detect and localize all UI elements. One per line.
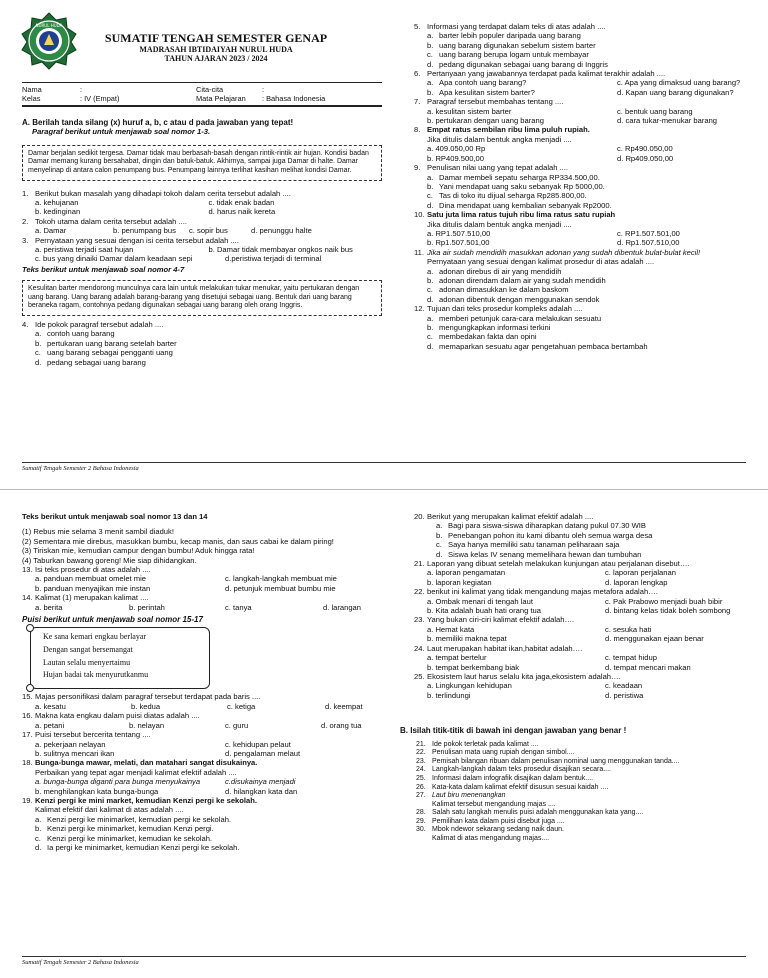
question-8 [414, 125, 750, 134]
question-text: Majas personifikasi dalam paragraf tersebut terdapat pada baris .... [35, 692, 261, 702]
question-number: 18. [22, 758, 33, 768]
option-b[interactable]: b. tempat berkembang biak [427, 662, 520, 672]
option-d[interactable]: d. petunjuk membuat bumbu mie [225, 583, 336, 593]
question-number: 9. [414, 163, 421, 173]
option-d[interactable]: d.peristiwa terjadi di terminal [225, 254, 322, 264]
scroll-curl-icon [26, 684, 34, 692]
option-a[interactable]: a. kehujanan [35, 198, 79, 207]
question-text: Pernyataan yang sesuai dengan isi cerita tersebut adalah .... [35, 235, 239, 245]
option-d[interactable]: d. Ia pergi ke minimarket, kemudian Kenzi pergi ke sekolah. [35, 842, 240, 852]
question-4 [22, 320, 382, 329]
q16-options [22, 721, 378, 730]
p1-left-column [22, 118, 382, 367]
question-number: 23. [414, 615, 425, 625]
cita-colon: : [262, 85, 265, 94]
nama-colon: : [80, 85, 83, 94]
question-20 [414, 512, 750, 521]
option-a[interactable]: a. Apa contoh uang barang? [427, 78, 527, 88]
question-text: Isi teks prosedur di atas adalah .... [35, 565, 151, 575]
q1-options [22, 198, 382, 217]
question-9 [414, 163, 750, 172]
step-1: (1) Rebus mie selama 3 menit sambil diaduk! [22, 527, 174, 537]
option-d[interactable]: d. harus naik kereta [208, 207, 276, 217]
fill-item-30[interactable]: 30. Mbok ndewor sekarang sedang naik daun. Kalimat di atas mengandung majas.... [416, 826, 564, 843]
option-a[interactable]: a. berita [35, 602, 63, 612]
q14-options [22, 603, 378, 612]
q19-options [22, 815, 378, 853]
option-b[interactable]: b. kedua [131, 701, 161, 711]
option-d[interactable]: d. Siswa kelas IV senang memelihara hewan dan tumbuhan [436, 549, 642, 559]
page-footer: Sumatif Tengah Semester 2 Bahasa Indonesia [22, 959, 139, 966]
option-a[interactable]: a. Damar [35, 226, 67, 236]
option-c[interactable]: c. uang barang sebagai pengganti uang [35, 348, 173, 358]
section-b-items [414, 741, 750, 844]
fill-item-29[interactable]: 29. Pemilihan kata dalam puisi disebut juga .... [416, 817, 565, 825]
step-2: (2) Sementara mie direbus, masukkan bumbu, kecap manis, dan saus cabai ke dalam piring! [22, 536, 334, 546]
option-a[interactable]: a. pekerjaan nelayan [35, 739, 106, 749]
poem-line-1: Ke sana kemari engkau berlayar [43, 632, 147, 642]
question-text: Jika air sudah mendidih masukkan adonan yang sudah dibentuk bulat-bulat kecil! [427, 247, 701, 257]
option-a[interactable]: a. contoh uang barang [35, 329, 115, 339]
option-d[interactable]: d. memaparkan sesuatu agar pengetahuan pembaca bertambah [427, 341, 648, 351]
option-b[interactable]: b. Yani mendapat uang saku sebanyak Rp 5000,00. [427, 181, 605, 191]
question-15 [22, 692, 378, 701]
option-c[interactable]: c. sopir bus [189, 226, 228, 236]
option-d[interactable]: d. peristiwa [605, 690, 644, 700]
fill-item-23[interactable]: 23. Pemisah bilangan ribuan dalam penulisan nominal uang menggunakan tanda.... [416, 757, 680, 765]
option-d[interactable]: d. larangan [323, 602, 361, 612]
option-d[interactable]: d. bintang kelas tidak boleh sombong [605, 606, 731, 616]
q8-options [414, 144, 750, 163]
question-number: 14. [22, 593, 33, 603]
option-a[interactable]: a. adonan direbus di air yang mendidih [427, 266, 562, 276]
q19-subtext: Kalimat efektif dari kalimat di atas adalah .... [35, 805, 184, 815]
question-text: Informasi yang terdapat dalam teks di atas adalah .... [427, 22, 606, 31]
page-2 [0, 489, 768, 978]
option-b[interactable]: b. Apa kesulitan sistem barter? [427, 87, 535, 97]
option-b[interactable]: b. terlindungi [427, 690, 471, 700]
mapel-label: Mata Pelajaran [196, 94, 246, 103]
option-b[interactable]: b. Damar tidak membayar ongkos naik bus [208, 245, 353, 255]
option-b[interactable]: b. sulitnya mencari ikan [35, 748, 115, 758]
option-c[interactable]: c. tanya [225, 602, 252, 612]
option-d[interactable]: d. Dina mendapat uang kembalian sebanyak Rp2000. [427, 200, 612, 210]
question-17 [22, 730, 378, 739]
question-6 [414, 69, 750, 78]
option-d[interactable]: d. cara tukar-menukar barang [617, 116, 718, 126]
q12-options [414, 314, 750, 352]
question-number: 8. [414, 125, 421, 135]
option-a[interactable]: a. Lingkungan kehidupan [427, 681, 512, 691]
section-b-title: B. Isilah titik-titik di bawah ini dengan jawaban yang benar ! [400, 726, 627, 736]
question-number: 13. [22, 565, 33, 575]
question-text: Makna kata engkau dalam puisi diatas adalah .... [35, 711, 200, 721]
poem-line-2: Dengan sangat bersemangat [43, 645, 133, 655]
option-c[interactable]: c. Tas di toko itu dijual seharga Rp285.800,00. [427, 191, 587, 201]
question-25 [414, 672, 750, 681]
procedure-steps [22, 527, 378, 565]
question-text: Yang bukan ciri-ciri kalimat efektif adalah…. [427, 615, 575, 625]
option-b[interactable]: b. panduan menyajikan mie instan [35, 583, 151, 593]
option-d[interactable]: d. orang tua [321, 720, 362, 730]
fill-item-24[interactable]: 24. Langkah-langkah dalam teks prosedur disajikan secara.... [416, 766, 611, 774]
option-d[interactable]: d. keempat [325, 701, 363, 711]
question-number: 6. [414, 69, 421, 79]
option-c[interactable]: c. guru [225, 720, 249, 730]
option-a[interactable]: a. bunga-bunga diganti para bunga menyukainya [35, 777, 201, 787]
q11-options [414, 267, 750, 305]
option-a[interactable]: a. memberi petunjuk cara-cara melakukan sesuatu [427, 313, 602, 323]
kelas-value: : IV (Empat) [80, 94, 120, 103]
question-text: berikut ini kalimat yang tidak mengandung majas metafora adalah…. [427, 587, 658, 597]
option-b[interactable]: b. laporan kegiatan [427, 577, 492, 587]
q4-options [22, 329, 382, 367]
option-b[interactable]: b. uang barang digunakan sebelum sistem barter [427, 40, 596, 50]
question-number: 16. [22, 711, 33, 721]
poem-box [30, 627, 210, 689]
option-b[interactable]: b. Kenzi pergi ke minimarket, kemudian Kenzi pergi. [35, 824, 214, 834]
question-21 [414, 559, 750, 568]
option-c[interactable]: c. bentuk uang barang [617, 106, 693, 116]
question-text: Satu juta lima ratus tujuh ribu lima ratus satu rupiah [427, 210, 616, 220]
q24-options [414, 653, 750, 672]
question-number: 24. [414, 643, 425, 653]
question-number: 22. [414, 587, 425, 597]
question-text: Tujuan dari teks prosedur kompleks adalah .... [427, 304, 583, 314]
p2-right-column [400, 512, 750, 844]
option-b[interactable]: b. Kita adalah buah hati orang tua [427, 606, 541, 616]
q23-options [414, 625, 750, 644]
q18-subtext: Perbaikan yang tepat agar menjadi kalimat efektif adalah .... [35, 767, 237, 777]
question-number: 21. [414, 559, 425, 569]
q18-options [22, 777, 378, 796]
question-number: 7. [414, 97, 421, 107]
option-a[interactable]: a. 409.050,00 Rp [427, 144, 486, 154]
p1-right-column [414, 22, 750, 351]
option-d[interactable]: d. Rp409.050,00 [617, 153, 674, 163]
option-a[interactable]: a. panduan membuat omelet mie [35, 574, 147, 584]
question-number: 4. [22, 320, 29, 330]
option-c[interactable]: c. uang barang berupa logam untuk membayar [427, 50, 589, 60]
question-14 [22, 593, 378, 602]
option-b[interactable]: b. Rp1.507.501,00 [427, 238, 490, 248]
question-text: Tokoh utama dalam cerita tersebut adalah .... [35, 216, 187, 226]
q6-options [414, 78, 750, 97]
student-identity [22, 82, 382, 107]
fill-item-25[interactable]: 25. Informasi dalam infografik disajikan dalam bentuk.... [416, 774, 594, 782]
question-number: 25. [414, 671, 425, 681]
option-d[interactable]: d. Kapan uang barang digunakan? [617, 87, 734, 97]
q10-options [414, 229, 750, 248]
option-b[interactable]: b. pertukaran dengan uang barang [427, 116, 544, 126]
q21-options [414, 568, 750, 587]
question-text: Pertanyaan yang jawabannya terdapat pada kalimat terakhir adalah .... [427, 69, 666, 79]
question-12 [414, 304, 750, 313]
option-c[interactable]: c. RP1.507.501,00 [617, 228, 680, 238]
option-a[interactable]: a. kesatu [35, 701, 66, 711]
option-d[interactable]: d. tempat mencari makan [605, 662, 691, 672]
option-a[interactable]: a. kesulitan sistem barter [427, 106, 512, 116]
question-text: Penulisan nilai uang yang tepat adalah .... [427, 163, 569, 173]
poem-heading: Puisi berikut untuk menjawab soal nomor 15-17 [22, 615, 203, 625]
option-c[interactable]: c. membedakan fakta dan opini [427, 332, 537, 342]
option-d[interactable]: d. pedang digunakan sebagai uang barang di Inggris [427, 59, 608, 69]
option-d[interactable]: d. hilangkan kata dan [225, 786, 298, 796]
option-d[interactable]: d. Rp1.507.510,00 [617, 238, 680, 248]
fill-item-26[interactable]: 26. Kata-kata dalam kalimat efektif disusun sesuai kaidah .... [416, 783, 609, 791]
fill-item-27[interactable]: 27. Laut biru menenangkan Kalimat tersebut mengandung majas .... [416, 792, 556, 808]
question-text: Kenzi pergi ke mini market, kemudian Kenzi pergi ke sekolah. [35, 795, 257, 805]
option-d[interactable]: d. menggunakan ejaan benar [605, 634, 704, 644]
question-text: Ekosistem laut harus selalu kita jaga,ekosistem adalah…. [427, 671, 621, 681]
option-b[interactable]: b. perintah [129, 602, 165, 612]
question-7 [414, 97, 750, 106]
question-text: Berikut bukan masalah yang dihadapi tokoh dalam cerita tersebut adalah .... [35, 188, 291, 198]
step-4: (4) Taburkan bawang goreng! Mie siap dihidangkan. [22, 555, 197, 565]
question-number: 20. [414, 512, 425, 521]
footer-rule [22, 956, 746, 957]
option-b[interactable]: b. mengungkapkan informasi terkini [427, 323, 551, 332]
option-c[interactable]: c. laporan perjalanan [605, 568, 676, 578]
question-text: Bunga-bunga mawar, melati, dan matahari sangat disukainya. [35, 758, 258, 768]
option-c[interactable]: c. Saya hanya memiliki satu tanaman peliharaan saja [436, 540, 620, 550]
question-13 [22, 565, 378, 574]
option-b[interactable]: b. kedinginan [35, 207, 81, 217]
question-number: 1. [22, 188, 29, 198]
fill-item-22[interactable]: 22. Penulisan mata uang rupiah dengan simbol.... [416, 749, 575, 757]
fill-item-28[interactable]: 28. Salah satu langkah menulis puisi adalah menggunakan kata yang.... [416, 809, 644, 817]
question-3 [22, 236, 382, 245]
option-d[interactable]: d. pengalaman melaut [225, 748, 301, 758]
paragraph-box-1: Damar berjalan sedikit tergesa. Damar tidak mau berbasah-basah dengan rintik-rintik air hujan. Kondisi badan Damar memang kurang bersahabat, dingin dan batuk-batuk. Akhirnya, sampai juga Damar di halte. Damar menyelinap di antara calon penumpang bus. Penumpang lainnya terlihat kasihan melihat kondisi Damar. [22, 145, 382, 181]
question-text: Laut merupakan habitat ikan,habitat adalah…. [427, 643, 583, 653]
option-a[interactable]: a. Bagi para siswa-siswa diharapkan datang pukul 07.30 WIB [436, 521, 646, 531]
question-19 [22, 796, 378, 805]
q11-subtext: Pernyataan yang sesuai dengan kalimat prosedur di atas adalah .... [427, 257, 655, 267]
para1-heading: Paragraf berikut untuk menjawab soal nomor 1-3. [32, 127, 211, 137]
option-b[interactable]: b. menghilangkan kata bunga-bunga [35, 786, 159, 796]
p2-left-column [22, 512, 378, 852]
question-number: 10. [414, 210, 425, 220]
option-b[interactable]: b. memiliki makna tepat [427, 634, 507, 644]
option-c[interactable]: c. tidak enak badan [208, 198, 275, 207]
logo-text: NURUL HUDA [35, 23, 63, 28]
exam-title: SUMATIF TENGAH SEMESTER GENAP [104, 31, 328, 45]
option-c[interactable]: c. bus yang dinaiki Damar dalam keadaan sepi [35, 254, 193, 264]
school-logo [20, 12, 78, 70]
poem-line-4: Hujan badai tak menyurutkanmu [43, 670, 149, 680]
q25-options [414, 681, 750, 700]
option-a[interactable]: a. Ombak menari di tengah laut [427, 596, 533, 606]
option-c[interactable]: c. keadaan [605, 681, 643, 691]
question-10 [414, 210, 750, 219]
option-d[interactable]: d. laporan lengkap [605, 577, 668, 587]
q13-options [22, 574, 378, 593]
option-a[interactable]: a. peristiwa terjadi saat hujan [35, 245, 134, 255]
question-text: Empat ratus sembilan ribu lima puluh rupiah. [427, 125, 590, 135]
fill-item-21[interactable]: 21. Ide pokok terletak pada kalimat .... [416, 740, 539, 748]
question-22 [414, 587, 750, 596]
question-number: 15. [22, 692, 33, 702]
option-b[interactable]: b. nelayan [129, 720, 165, 730]
option-c[interactable]: c. Pak Prabowo menjadi buah bibir [605, 596, 723, 606]
question-number: 12. [414, 304, 425, 314]
option-d[interactable]: d. adonan dibentuk dengan menggunakan sendok [427, 294, 600, 304]
question-text: Ide pokok paragraf tersebut adalah .... [35, 320, 164, 330]
option-b[interactable]: b. Penebangan pohon itu kami dibantu oleh semua warga desa [436, 530, 653, 540]
q15-options [22, 702, 378, 711]
option-c[interactable]: c. langkah-langkah membuat mie [225, 574, 337, 584]
question-number: 5. [414, 22, 421, 31]
option-b[interactable]: b. RP409.500,00 [427, 153, 484, 163]
q17-options [22, 740, 378, 759]
nama-label: Nama [22, 85, 42, 94]
question-number: 11. [414, 247, 424, 257]
option-c[interactable]: c. kehidupan pelaut [225, 739, 291, 749]
question-5 [414, 22, 750, 31]
section-a-title: A. Berilah tanda silang (x) huruf a, b, c atau d pada jawaban yang tepat! [22, 118, 294, 127]
question-2 [22, 217, 382, 226]
school-name: MADRASAH IBTIDAIYAH NURUL HUDA [139, 45, 293, 54]
question-18 [22, 758, 378, 767]
q7-options [414, 107, 750, 126]
question-23 [414, 615, 750, 624]
question-text: Berikut yang merupakan kalimat efektif adalah .... [427, 512, 594, 521]
text-heading-13-14: Teks berikut untuk menjawab soal nomor 13 dan 14 [22, 512, 208, 521]
question-text: Puisi tersebut bercerita tentang .... [35, 730, 151, 740]
question-24 [414, 644, 750, 653]
option-a[interactable]: a. petani [35, 720, 65, 730]
mapel-value: : Bahasa Indonesia [262, 94, 326, 103]
question-16 [22, 711, 378, 720]
q3-options [22, 245, 382, 254]
question-number: 2. [22, 216, 29, 226]
option-a[interactable]: a. barter lebih populer daripada uang barang [427, 31, 581, 41]
q3-options-cd [22, 254, 382, 263]
kelas-label: Kelas [22, 94, 41, 103]
option-a[interactable]: a. Hemat kata [427, 624, 475, 634]
q10-subtext: Jika ditulis dalam bentuk angka menjadi .... [427, 219, 572, 229]
option-b[interactable]: b. pertukaran uang barang setelah barter [35, 338, 177, 348]
option-a[interactable]: a. Damar membeli sepatu seharga RP334.500,00. [427, 172, 600, 182]
question-number: 19. [22, 795, 33, 805]
poem-line-3: Lautan selalu menyertaimu [43, 657, 131, 667]
option-c[interactable]: c.disukainya menjadi [225, 777, 296, 787]
q20-options [414, 521, 750, 559]
option-c[interactable]: c. tempat hidup [605, 653, 657, 663]
option-a[interactable]: a. Kenzi pergi ke minimarket, kemudian pergi ke sekolah. [35, 814, 232, 824]
paragraph-box-2: Kesulitan barter mendorong munculnya cara lain untuk melakukan tukar menukar, yaitu pertukaran dengan uang barang. Uang barang adalah barang-barang yang disetujui sebagai uang. Bentuk dari uang barang beraneka ragam, contohnya pedang digunakan sebagai uang barang oleh orang Inggris. [22, 280, 382, 316]
academic-year: TAHUN AJARAN 2023 / 2024 [164, 54, 268, 63]
q5-options [414, 31, 750, 69]
option-c[interactable]: c. Apa yang dimaksud uang barang? [617, 78, 741, 88]
question-text: Kalimat (1) merupakan kalimat .... [35, 593, 149, 603]
option-b[interactable]: b. adonan direndam dalam air yang sudah mendidih [427, 275, 606, 285]
option-a[interactable]: a. RP1.507.510,00 [427, 228, 491, 238]
option-c[interactable]: c. Kenzi pergi ke minimarket, kemudian ke sekolah. [35, 833, 213, 843]
question-text: Laporan yang dibuat setelah melakukan kunjungan atau perjalanan disebut…. [427, 559, 690, 569]
q22-options [414, 597, 750, 616]
para2-heading: Teks berikut untuk menjawab soal nomor 4-7 [22, 264, 185, 274]
option-d[interactable]: d. pedang sebagai uang barang [35, 357, 146, 367]
option-c[interactable]: c. sesuka hati [605, 624, 652, 634]
option-c[interactable]: c. ketiga [227, 701, 256, 711]
option-b[interactable]: b. penumpang bus [113, 226, 176, 236]
page-footer: Sumatif Tengah Semester 2 Bahasa Indonesia [22, 465, 139, 472]
question-1 [22, 189, 382, 198]
option-c[interactable]: c. adonan dimasukkan ke dalam baskom [427, 285, 569, 295]
option-a[interactable]: a. laporan pengamatan [427, 568, 506, 578]
question-11 [414, 248, 750, 257]
scroll-curl-icon [26, 624, 34, 632]
question-number: 17. [22, 730, 33, 740]
document-header [96, 31, 336, 63]
footer-rule [22, 462, 746, 463]
option-c[interactable]: c. Rp490.050,00 [617, 144, 673, 154]
q2-options [22, 226, 382, 235]
option-a[interactable]: a. tempat bertelur [427, 653, 487, 663]
question-number: 3. [22, 235, 29, 245]
q8-subtext: Jika ditulis dalam bentuk angka menjadi .... [427, 134, 572, 144]
step-3: (3) Tiriskan mie, kemudian campur dengan bumbu! Aduk hingga rata! [22, 546, 255, 556]
cita-label: Cita-cita [196, 85, 224, 94]
question-text: Paragraf tersebut membahas tentang .... [427, 97, 564, 107]
option-d[interactable]: d. penunggu halte [251, 226, 312, 236]
q9-options [414, 173, 750, 211]
